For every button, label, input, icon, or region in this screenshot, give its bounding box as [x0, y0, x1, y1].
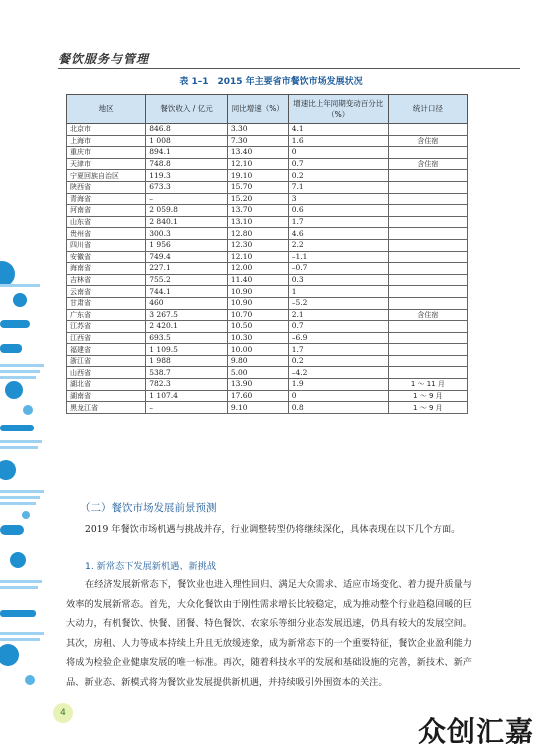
cell-growth: 11.40: [227, 274, 288, 286]
cell-note: 1 ～ 9 月: [388, 402, 467, 414]
cell-change: 2.1: [288, 309, 388, 321]
cell-region: 四川省: [67, 239, 146, 251]
table-row: [67, 263, 468, 275]
cell-note: 1 ～ 9 月: [388, 390, 467, 402]
running-header: 餐饮服务与管理: [58, 52, 150, 66]
cell-growth: 9.80: [227, 355, 288, 367]
header-revenue: 餐饮收入 / 亿元: [146, 95, 228, 124]
table-row: [67, 193, 468, 205]
table-row: [67, 274, 468, 286]
cell-region: 山西省: [67, 367, 146, 379]
cell-revenue: 227.1: [146, 263, 228, 275]
table-row: [67, 158, 468, 170]
cell-revenue: 460: [146, 297, 228, 309]
table-row: [67, 124, 468, 136]
sub-heading: 1. 新常态下发展新机遇、新挑战: [85, 561, 217, 572]
cell-note: [388, 286, 467, 298]
table-row: [67, 216, 468, 228]
cell-change: 0: [288, 390, 388, 402]
cell-growth: 12.10: [227, 251, 288, 263]
cell-revenue: 300.3: [146, 228, 228, 240]
cell-note: [388, 239, 467, 251]
cell-region: 甘肃省: [67, 297, 146, 309]
cell-note: 含住宿: [388, 135, 467, 147]
cell-change: –4.2: [288, 367, 388, 379]
cell-growth: 10.00: [227, 344, 288, 356]
cell-region: 上海市: [67, 135, 146, 147]
cell-change: 1.7: [288, 344, 388, 356]
cell-note: [388, 344, 467, 356]
header-divider: [58, 68, 520, 69]
cell-revenue: 1 109.5: [146, 344, 228, 356]
cell-note: [388, 251, 467, 263]
header-change: 增速比上年同期变动百分比（%）: [288, 95, 388, 124]
cell-change: 0.2: [288, 355, 388, 367]
cell-region: 河南省: [67, 205, 146, 217]
cell-revenue: 2 059.8: [146, 205, 228, 217]
decorative-side-pattern: [0, 260, 50, 700]
cell-note: [388, 263, 467, 275]
cell-revenue: 693.5: [146, 332, 228, 344]
cell-change: 7.1: [288, 181, 388, 193]
cell-change: 2.2: [288, 239, 388, 251]
table-row: [67, 251, 468, 263]
cell-note: [388, 170, 467, 182]
page-number: 4: [53, 703, 73, 723]
header-region: 地区: [67, 95, 146, 124]
cell-revenue: 2 840.1: [146, 216, 228, 228]
cell-note: [388, 321, 467, 333]
table-row: [67, 355, 468, 367]
cell-note: [388, 147, 467, 159]
cell-growth: 12.80: [227, 228, 288, 240]
cell-note: 1 ～ 11 月: [388, 379, 467, 391]
cell-note: [388, 193, 467, 205]
cell-revenue: 755.2: [146, 274, 228, 286]
cell-change: 1.7: [288, 216, 388, 228]
cell-change: –1.1: [288, 251, 388, 263]
cell-revenue: 119.3: [146, 170, 228, 182]
cell-region: 吉林省: [67, 274, 146, 286]
cell-revenue: 538.7: [146, 367, 228, 379]
cell-growth: 12.00: [227, 263, 288, 275]
table-row: [67, 205, 468, 217]
cell-note: [388, 181, 467, 193]
cell-change: 0.3: [288, 274, 388, 286]
cell-note: 含住宿: [388, 158, 467, 170]
table-row: [67, 379, 468, 391]
table-row: [67, 321, 468, 333]
cell-region: 黑龙江省: [67, 402, 146, 414]
table-row: [67, 297, 468, 309]
cell-revenue: 744.1: [146, 286, 228, 298]
cell-region: 陕西省: [67, 181, 146, 193]
cell-change: 0.2: [288, 170, 388, 182]
cell-change: 4.1: [288, 124, 388, 136]
cell-note: [388, 355, 467, 367]
table-row: [67, 309, 468, 321]
cell-growth: 10.70: [227, 309, 288, 321]
cell-growth: 10.50: [227, 321, 288, 333]
cell-note: [388, 228, 467, 240]
cell-region: 江苏省: [67, 321, 146, 333]
table-row: [67, 228, 468, 240]
cell-revenue: 1 008: [146, 135, 228, 147]
cell-region: 宁夏回族自治区: [67, 170, 146, 182]
cell-revenue: 1 956: [146, 239, 228, 251]
cell-revenue: 1 988: [146, 355, 228, 367]
body-paragraph: 在经济发展新常态下，餐饮业也进入理性回归、满足大众需求、适应市场变化、着力提升质量与效率的发展新常态。首先，大众化餐饮由于刚性需求增长比较稳定，成为推动整个行业趋稳回暖的巨大动力，有机餐饮、快餐、团餐、特色餐饮、农家乐等细分业态发展迅速，仍具有较大的发展空间。其次，房租、人力等成本持续上升且无放缓迹象，成为新常态下的一个重要特征，餐饮企业盈利能力将成为检验企业健康发展的唯一标准。再次，随着科技水平的发展和基础设施的完善，新技术、新产品、新业态、新模式将为餐饮业发展提供新机遇，并持续吸引外围资本的关注。: [66, 579, 472, 688]
cell-change: 4.6: [288, 228, 388, 240]
table-caption: 表 1–1 2015 年主要省市餐饮市场发展状况: [179, 77, 363, 87]
cell-change: –6.9: [288, 332, 388, 344]
cell-change: 1: [288, 286, 388, 298]
cell-note: [388, 124, 467, 136]
cell-growth: 17.60: [227, 390, 288, 402]
cell-note: [388, 297, 467, 309]
cell-revenue: 3 267.5: [146, 309, 228, 321]
cell-growth: 10.90: [227, 286, 288, 298]
cell-change: 0.6: [288, 205, 388, 217]
cell-growth: 19.10: [227, 170, 288, 182]
cell-region: 山东省: [67, 216, 146, 228]
cell-region: 重庆市: [67, 147, 146, 159]
cell-change: 1.9: [288, 379, 388, 391]
cell-revenue: 749.4: [146, 251, 228, 263]
cell-note: 含住宿: [388, 309, 467, 321]
cell-note: [388, 367, 467, 379]
table-row: [67, 286, 468, 298]
cell-growth: 5.00: [227, 367, 288, 379]
table-row: [67, 170, 468, 182]
cell-revenue: –: [146, 402, 228, 414]
cell-growth: 9.10: [227, 402, 288, 414]
cell-region: 福建省: [67, 344, 146, 356]
cell-change: 0.7: [288, 158, 388, 170]
cell-revenue: –: [146, 193, 228, 205]
table-row: [67, 332, 468, 344]
cell-revenue: 2 420.1: [146, 321, 228, 333]
cell-growth: 15.70: [227, 181, 288, 193]
cell-change: 1.6: [288, 135, 388, 147]
table-body: [67, 124, 468, 414]
table-row: [67, 344, 468, 356]
table-row: [67, 367, 468, 379]
cell-note: [388, 205, 467, 217]
cell-region: 江西省: [67, 332, 146, 344]
table-row: [67, 239, 468, 251]
cell-change: 0: [288, 147, 388, 159]
section-heading: （二）餐饮市场发展前景预测: [80, 502, 217, 514]
cell-note: [388, 274, 467, 286]
cell-region: 浙江省: [67, 355, 146, 367]
cell-revenue: 1 107.4: [146, 390, 228, 402]
cell-growth: 3.30: [227, 124, 288, 136]
header-growth: 同比增速（%）: [227, 95, 288, 124]
intro-paragraph: 2019 年餐饮市场机遇与挑战并存，行业调整转型仍将继续深化，具体表现在以下几个方面。: [85, 524, 461, 535]
cell-region: 安徽省: [67, 251, 146, 263]
cell-change: –0.7: [288, 263, 388, 275]
cell-growth: 13.10: [227, 216, 288, 228]
cell-region: 海南省: [67, 263, 146, 275]
table-header-row: [67, 95, 468, 124]
cell-growth: 10.30: [227, 332, 288, 344]
cell-region: 湖南省: [67, 390, 146, 402]
cell-region: 云南省: [67, 286, 146, 298]
cell-region: 贵州省: [67, 228, 146, 240]
cell-region: 广东省: [67, 309, 146, 321]
cell-revenue: 673.3: [146, 181, 228, 193]
cell-growth: 12.30: [227, 239, 288, 251]
cell-growth: 13.70: [227, 205, 288, 217]
header-note: 统计口径: [388, 95, 467, 124]
table-row: [67, 181, 468, 193]
cell-growth: 12.10: [227, 158, 288, 170]
cell-note: [388, 332, 467, 344]
cell-change: 0.7: [288, 321, 388, 333]
cell-region: 北京市: [67, 124, 146, 136]
cell-growth: 15.20: [227, 193, 288, 205]
table-row: [67, 135, 468, 147]
cell-change: 0.8: [288, 402, 388, 414]
cell-change: 3: [288, 193, 388, 205]
table-row: [67, 402, 468, 414]
cell-growth: 13.40: [227, 147, 288, 159]
cell-change: –5.2: [288, 297, 388, 309]
restaurant-market-table: [66, 94, 468, 414]
cell-growth: 7.30: [227, 135, 288, 147]
cell-revenue: 846.8: [146, 124, 228, 136]
cell-revenue: 748.8: [146, 158, 228, 170]
table-row: [67, 390, 468, 402]
cell-note: [388, 216, 467, 228]
cell-region: 青海省: [67, 193, 146, 205]
watermark-logo: 众创汇嘉: [417, 715, 534, 748]
cell-growth: 13.90: [227, 379, 288, 391]
cell-region: 湖北省: [67, 379, 146, 391]
cell-revenue: 894.1: [146, 147, 228, 159]
cell-revenue: 782.3: [146, 379, 228, 391]
cell-growth: 10.90: [227, 297, 288, 309]
cell-region: 天津市: [67, 158, 146, 170]
table-row: [67, 147, 468, 159]
